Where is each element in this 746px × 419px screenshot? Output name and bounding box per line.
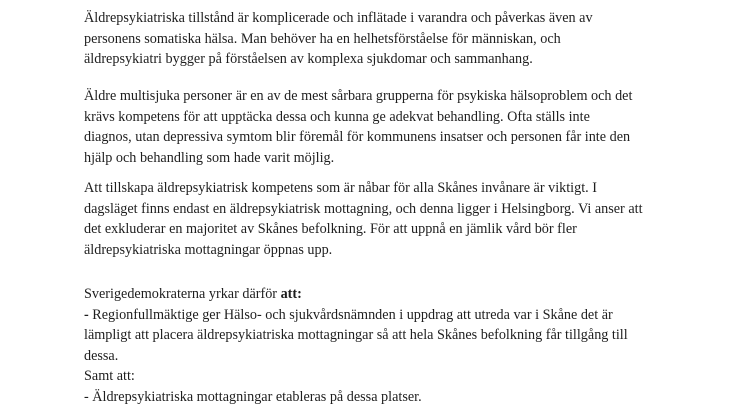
demands-also: Samt att: — [84, 368, 135, 384]
text-line: Att tillskapa äldrepsykiatrisk kompetens som är nåbar för alla Skånes invånare är viktigt. I — [84, 180, 597, 196]
demand-item-1-continuation: lämpligt att placera äldrepsykiatriska mottagningar så att hela Skånes befolkning får tillgång till — [84, 327, 628, 343]
text-line: hjälp och behandling som hade varit möjlig. — [84, 149, 335, 166]
paragraph-vulnerable-groups — [84, 86, 724, 168]
demand-item-1-text: Regionfullmäktige ger Hälso- och sjukvårdsnämnden i uppdrag att utreda var i Skåne det är — [92, 306, 613, 323]
text-line: personens somatiska hälsa. Man behöver ha en helhetsförståelse för människan, och — [84, 30, 561, 47]
demand-item-1 — [84, 305, 724, 326]
text-line: Äldre multisjuka personer är en av de mest sårbara grupperna för psykiska hälsoproblem och det — [84, 88, 633, 104]
demands-section — [84, 284, 724, 407]
paragraph-competence-access — [84, 178, 724, 260]
text-line: diagnos, utan depressiva symtom blir föremål för kommunens insatser och personen får inte den — [84, 129, 631, 145]
demand-item-2: - Äldrepsykiatriska mottagningar etableras på dessa platser. — [84, 388, 422, 405]
text-line: äldrepsykiatri bygger på förståelsen av komplexa sjukdomar och sammanhang. — [84, 51, 533, 67]
paragraph-geriatric-complexity — [84, 8, 724, 70]
text-line: Äldrepsykiatriska tillstånd är komplicerade och inflätade i varandra och påverkas även av — [84, 10, 593, 26]
text-line: krävs kompetens för att upptäcka dessa och kunna ge adekvat behandling. Ofta ställs inte — [84, 108, 590, 125]
text-line: dagsläget finns endast en äldrepsykiatrisk mottagning, och denna ligger i Helsingborg. Vi anser att — [84, 200, 643, 217]
demands-intro-bold: att: — [280, 286, 302, 302]
demand-item-1-dash: - — [84, 306, 93, 323]
demands-intro — [84, 284, 724, 305]
demands-intro-text: Sverigedemokraterna yrkar därför — [84, 286, 281, 302]
text-line: äldrepsykiatriska mottagningar öppnas upp. — [84, 241, 333, 258]
text-line: det exkluderar en majoritet av Skånes befolkning. För att uppnå en jämlik vård bör fler — [84, 221, 577, 237]
demand-item-1-continuation: dessa. — [84, 347, 119, 364]
